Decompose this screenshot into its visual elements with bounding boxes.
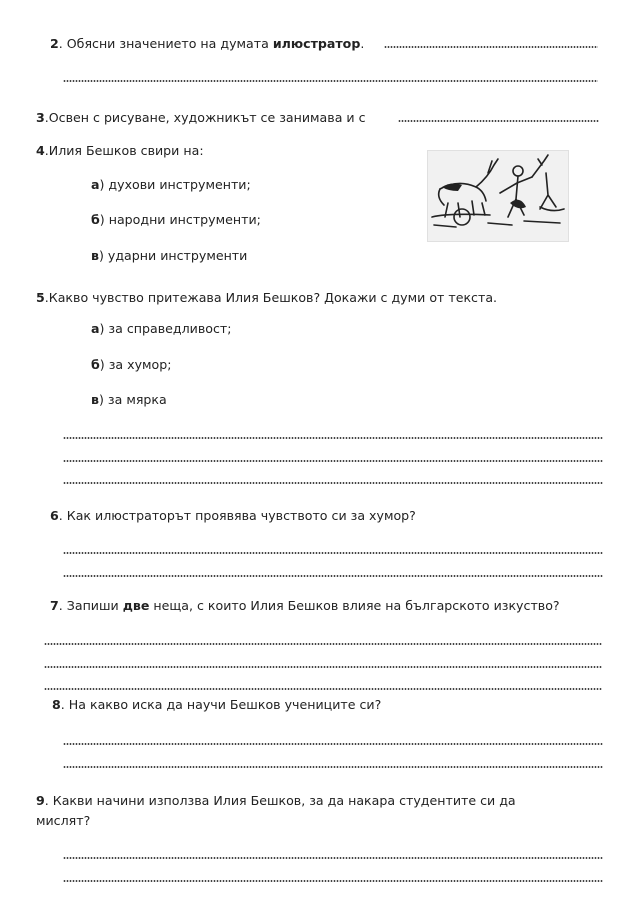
option-a: а) за справедливост; bbox=[91, 321, 232, 336]
question-7: 7. Запиши две неща, с които Илия Бешков влияе на българското изкуство? bbox=[50, 598, 560, 613]
answer-line[interactable] bbox=[398, 120, 599, 122]
option-a: а) духови инструменти; bbox=[91, 177, 251, 192]
question-number: 6 bbox=[50, 508, 59, 523]
answer-line[interactable] bbox=[63, 857, 603, 859]
question-6: 6. Как илюстраторът проявява чувството си за хумор? bbox=[50, 508, 416, 523]
answer-line[interactable] bbox=[63, 880, 603, 882]
question-number: 8 bbox=[52, 697, 61, 712]
answer-line[interactable] bbox=[44, 643, 602, 645]
answer-line[interactable] bbox=[63, 575, 603, 577]
answer-line[interactable] bbox=[63, 80, 598, 82]
question-3: 3.Освен с рисуване, художникът се занимава и с bbox=[36, 110, 366, 125]
question-5: 5.Какво чувство притежава Илия Бешков? Докажи с думи от текста. bbox=[36, 290, 498, 305]
answer-line[interactable] bbox=[63, 482, 603, 484]
question-2: 2. Обясни значението на думата илюстратор. bbox=[50, 36, 365, 51]
answer-line[interactable] bbox=[63, 743, 603, 745]
question-number: 3 bbox=[36, 110, 45, 125]
question-9: 9. Какви начини използва Илия Бешков, за да накара студентите си да bbox=[36, 793, 516, 808]
answer-line[interactable] bbox=[44, 688, 602, 690]
question-number: 5 bbox=[36, 290, 45, 305]
answer-line[interactable] bbox=[63, 460, 603, 462]
donkey-and-man-sketch-icon bbox=[428, 151, 568, 241]
option-c: в) ударни инструменти bbox=[91, 248, 248, 263]
answer-line[interactable] bbox=[63, 437, 603, 439]
answer-line[interactable] bbox=[63, 552, 603, 554]
answer-line[interactable] bbox=[63, 766, 603, 768]
question-number: 7 bbox=[50, 598, 59, 613]
question-9-continued: мислят? bbox=[36, 813, 91, 828]
question-number: 2 bbox=[50, 36, 59, 51]
option-c: в) за мярка bbox=[91, 392, 167, 407]
question-8: 8. На какво иска да научи Бешков учениците си? bbox=[52, 697, 382, 712]
option-b: б) за хумор; bbox=[91, 357, 172, 372]
option-b: б) народни инструменти; bbox=[91, 212, 261, 227]
answer-line[interactable] bbox=[44, 666, 602, 668]
question-number: 9 bbox=[36, 793, 45, 808]
sketch-illustration-icon bbox=[427, 150, 569, 242]
answer-line[interactable] bbox=[384, 46, 598, 48]
question-4: 4.Илия Бешков свири на: bbox=[36, 143, 204, 158]
question-number: 4 bbox=[36, 143, 45, 158]
